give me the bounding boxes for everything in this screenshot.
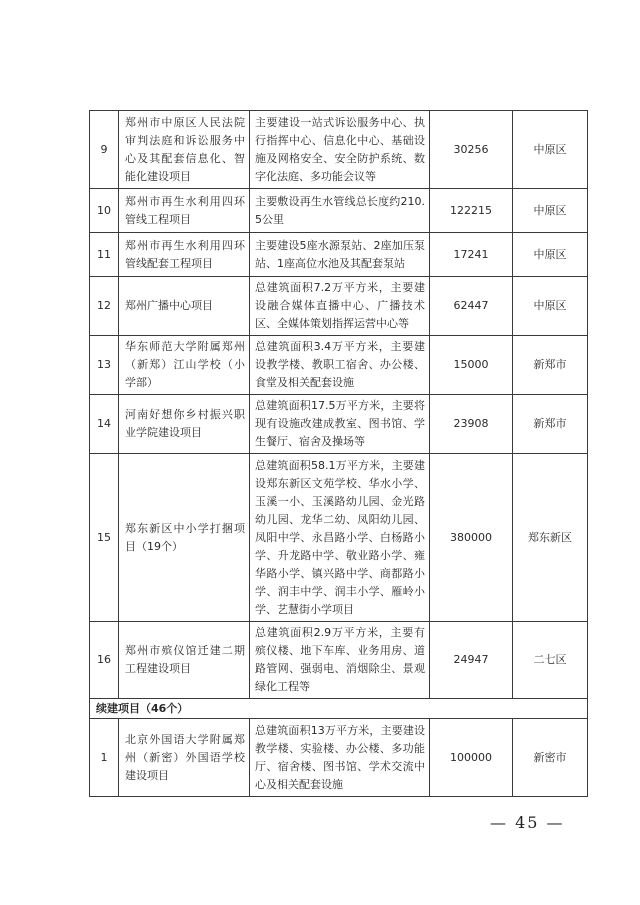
project-name: 郑东新区中小学打捆项目（19个） (125, 521, 245, 553)
project-content: 总建筑面积7.2万平方米，主要建设融合媒体直播中心、广播技术区、全媒体策划指挥运营中心等 (255, 281, 425, 330)
project-location: 郑东新区 (513, 454, 588, 622)
project-table (89, 110, 588, 797)
project-location: 中原区 (513, 233, 588, 277)
investment-amount: 122215 (430, 189, 513, 233)
project-content: 总建筑面积2.9万平方米，主要有殡仪楼、地下车库、业务用房、道路管网、强弱电、消烟除尘、景观绿化工程等 (255, 626, 425, 693)
project-location: 中原区 (513, 111, 588, 189)
project-content: 主要敷设再生水管线总长度约210.5公里 (255, 194, 425, 226)
table-row (90, 454, 588, 622)
project-name: 郑州市再生水利用四环管线工程项目 (125, 194, 245, 226)
project-location: 中原区 (513, 189, 588, 233)
table-row (90, 277, 588, 336)
project-name: 华东师范大学附属郑州（新郑）江山学校（小学部） (125, 340, 245, 389)
table-row (90, 111, 588, 189)
project-location: 新郑市 (513, 395, 588, 454)
row-number: 13 (90, 336, 119, 395)
table-row (90, 189, 588, 233)
row-number: 12 (90, 277, 119, 336)
row-number: 14 (90, 395, 119, 454)
project-location: 新密市 (513, 719, 588, 797)
page-number: — 45 — (490, 813, 565, 832)
project-location: 中原区 (513, 277, 588, 336)
table-row (90, 622, 588, 699)
row-number: 1 (90, 719, 119, 797)
row-number: 15 (90, 454, 119, 622)
investment-amount: 24947 (430, 622, 513, 699)
project-name: 郑州广播中心项目 (125, 299, 213, 312)
row-number: 16 (90, 622, 119, 699)
project-content: 总建筑面积13万平方米，主要建设教学楼、实验楼、办公楼、多功能厅、宿舍楼、图书馆、学术交流中心及相关配套设施 (255, 723, 425, 791)
table-row (90, 233, 588, 277)
section-header-row (90, 699, 588, 719)
table-row (90, 395, 588, 454)
investment-amount: 15000 (430, 336, 513, 395)
investment-amount: 62447 (430, 277, 513, 336)
row-number: 10 (90, 189, 119, 233)
row-number: 11 (90, 233, 119, 277)
project-content: 主要建设一站式诉讼服务中心、执行指挥中心、信息化中心、基础设施及网格安全、安全防护系统、数字化法庭、多功能会议等 (255, 115, 425, 183)
project-name: 北京外国语大学附属郑州（新密）外国语学校建设项目 (125, 732, 245, 782)
project-name: 河南好想你乡村振兴职业学院建设项目 (125, 408, 245, 439)
investment-amount: 30256 (430, 111, 513, 189)
project-content: 总建筑面积58.1万平方米，主要建设郑东新区文苑学校、华水小学、玉溪一小、玉溪路幼儿园、金光路幼儿园、龙华二幼、凤阳幼儿园、凤阳中学、永昌路小学、白杨路小学、升龙路中学、敬业路小学、雍华路小学、镇兴路中学、商都路小学、润丰中学、润丰小学、雁岭小学、艺慧街小学项目 (255, 458, 425, 616)
investment-amount: 380000 (430, 454, 513, 622)
project-name: 郑州市中原区人民法院审判法庭和诉讼服务中心及其配套信息化、智能化建设项目 (125, 115, 245, 183)
row-number: 9 (90, 111, 119, 189)
project-content: 主要建设5座水源泵站、2座加压泵站、1座高位水池及其配套泵站 (255, 238, 425, 270)
investment-amount: 17241 (430, 233, 513, 277)
investment-amount: 23908 (430, 395, 513, 454)
table-row (90, 336, 588, 395)
project-name: 郑州市再生水利用四环管线配套工程项目 (125, 238, 245, 270)
section-label: 续建项目（46个） (90, 699, 588, 719)
project-location: 二七区 (513, 622, 588, 699)
investment-amount: 100000 (430, 719, 513, 797)
table-row (90, 719, 588, 797)
project-location: 新郑市 (513, 336, 588, 395)
project-content: 总建筑面积17.5万平方米，主要将现有设施改建成教室、图书馆、学生餐厅、宿舍及操场等 (255, 399, 425, 448)
project-content: 总建筑面积3.4万平方米，主要建设教学楼、教职工宿舍、办公楼、食堂及相关配套设施 (255, 340, 425, 389)
project-name: 郑州市殡仪馆迁建二期工程建设项目 (125, 644, 245, 675)
